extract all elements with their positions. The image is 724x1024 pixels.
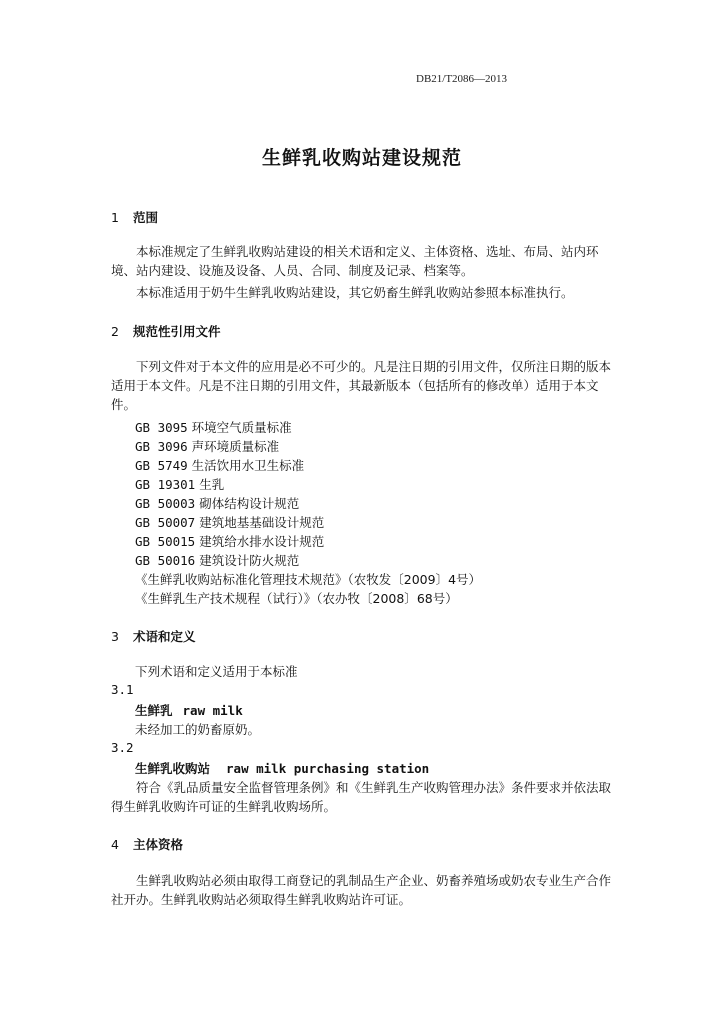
reference-code: GB 5749	[135, 458, 188, 473]
reference-name: 生乳	[199, 477, 225, 492]
section-3-intro: 下列术语和定义适用于本标准	[135, 664, 298, 679]
reference-item	[135, 532, 324, 550]
reference-code: GB 19301	[135, 477, 196, 492]
reference-name: 建筑地基基础设计规范	[199, 515, 325, 530]
document-code: DB21/T2086—2013	[416, 73, 508, 85]
reference-item	[135, 551, 299, 569]
section-number: 1	[111, 210, 119, 225]
reference-name: 建筑设计防火规范	[199, 553, 300, 568]
section-2-intro: 下列文件对于本文件的应用是必不可少的。凡是注日期的引用文件，仅所注日期的版本适用于本文件。凡是不注日期的引用文件，其最新版本（包括所有的修改单）适用于本文件。	[111, 359, 612, 412]
term-number: 3.2	[111, 740, 134, 755]
reference-item	[135, 513, 324, 531]
section-title: 主体资格	[133, 837, 184, 852]
reference-name: 建筑给水排水设计规范	[199, 534, 325, 549]
term-english: raw milk	[182, 703, 243, 718]
term-definition: 未经加工的奶畜原奶。	[135, 722, 261, 737]
section-3-heading	[111, 627, 196, 645]
reference-item	[135, 475, 224, 493]
section-1-paragraph-1: 本标准规定了生鲜乳收购站建设的相关术语和定义、主体资格、选址、布局、站内环境、站内建设、设施及设备、人员、合同、制度及记录、档案等。	[111, 244, 599, 278]
reference-code: GB 50007	[135, 515, 196, 530]
reference-code: GB 3095	[135, 420, 188, 435]
section-number: 3	[111, 629, 119, 644]
section-4-heading	[111, 835, 183, 853]
section-title: 术语和定义	[133, 629, 196, 644]
reference-code: GB 50003	[135, 496, 196, 511]
section-number: 2	[111, 324, 119, 339]
term-chinese: 生鲜乳收购站	[135, 761, 211, 776]
reference-code: GB 3096	[135, 439, 188, 454]
term-number: 3.1	[111, 682, 134, 697]
section-2-heading	[111, 322, 221, 340]
reference-name: 环境空气质量标准	[191, 420, 292, 435]
term-heading	[135, 701, 243, 719]
reference-item	[135, 456, 304, 474]
section-1-heading	[111, 208, 158, 226]
section-number: 4	[111, 837, 119, 852]
reference-item	[135, 494, 299, 512]
reference-code: GB 50015	[135, 534, 196, 549]
reference-item	[135, 418, 292, 436]
section-title: 规范性引用文件	[133, 324, 221, 339]
reference-code: GB 50016	[135, 553, 196, 568]
reference-name: 砌体结构设计规范	[199, 496, 300, 511]
reference-item	[135, 437, 279, 455]
term-english: raw milk purchasing station	[226, 761, 430, 776]
section-1-paragraph-2: 本标准适用于奶牛生鲜乳收购站建设，其它奶畜生鲜乳收购站参照本标准执行。	[136, 285, 574, 300]
term-chinese: 生鲜乳	[135, 703, 173, 718]
reference-item: 《生鲜乳生产技术规程（试行）》（农办牧〔2008〕68号）	[135, 591, 458, 606]
document-title: 生鲜乳收购站建设规范	[261, 147, 462, 169]
term-definition: 符合《乳品质量安全监督管理条例》和《生鲜乳生产收购管理办法》条件要求并依法取得生鲜乳收购许可证的生鲜乳收购场所。	[111, 780, 612, 814]
section-4-paragraph-1: 生鲜乳收购站必须由取得工商登记的乳制品生产企业、奶畜养殖场或奶农专业生产合作社开办。生鲜乳收购站必须取得生鲜乳收购站许可证。	[111, 873, 612, 907]
section-title: 范围	[133, 210, 159, 225]
reference-name: 声环境质量标准	[191, 439, 280, 454]
term-heading	[135, 759, 429, 777]
reference-name: 生活饮用水卫生标准	[191, 458, 305, 473]
reference-item: 《生鲜乳收购站标准化管理技术规范》（农牧发〔2009〕4号）	[135, 572, 482, 587]
